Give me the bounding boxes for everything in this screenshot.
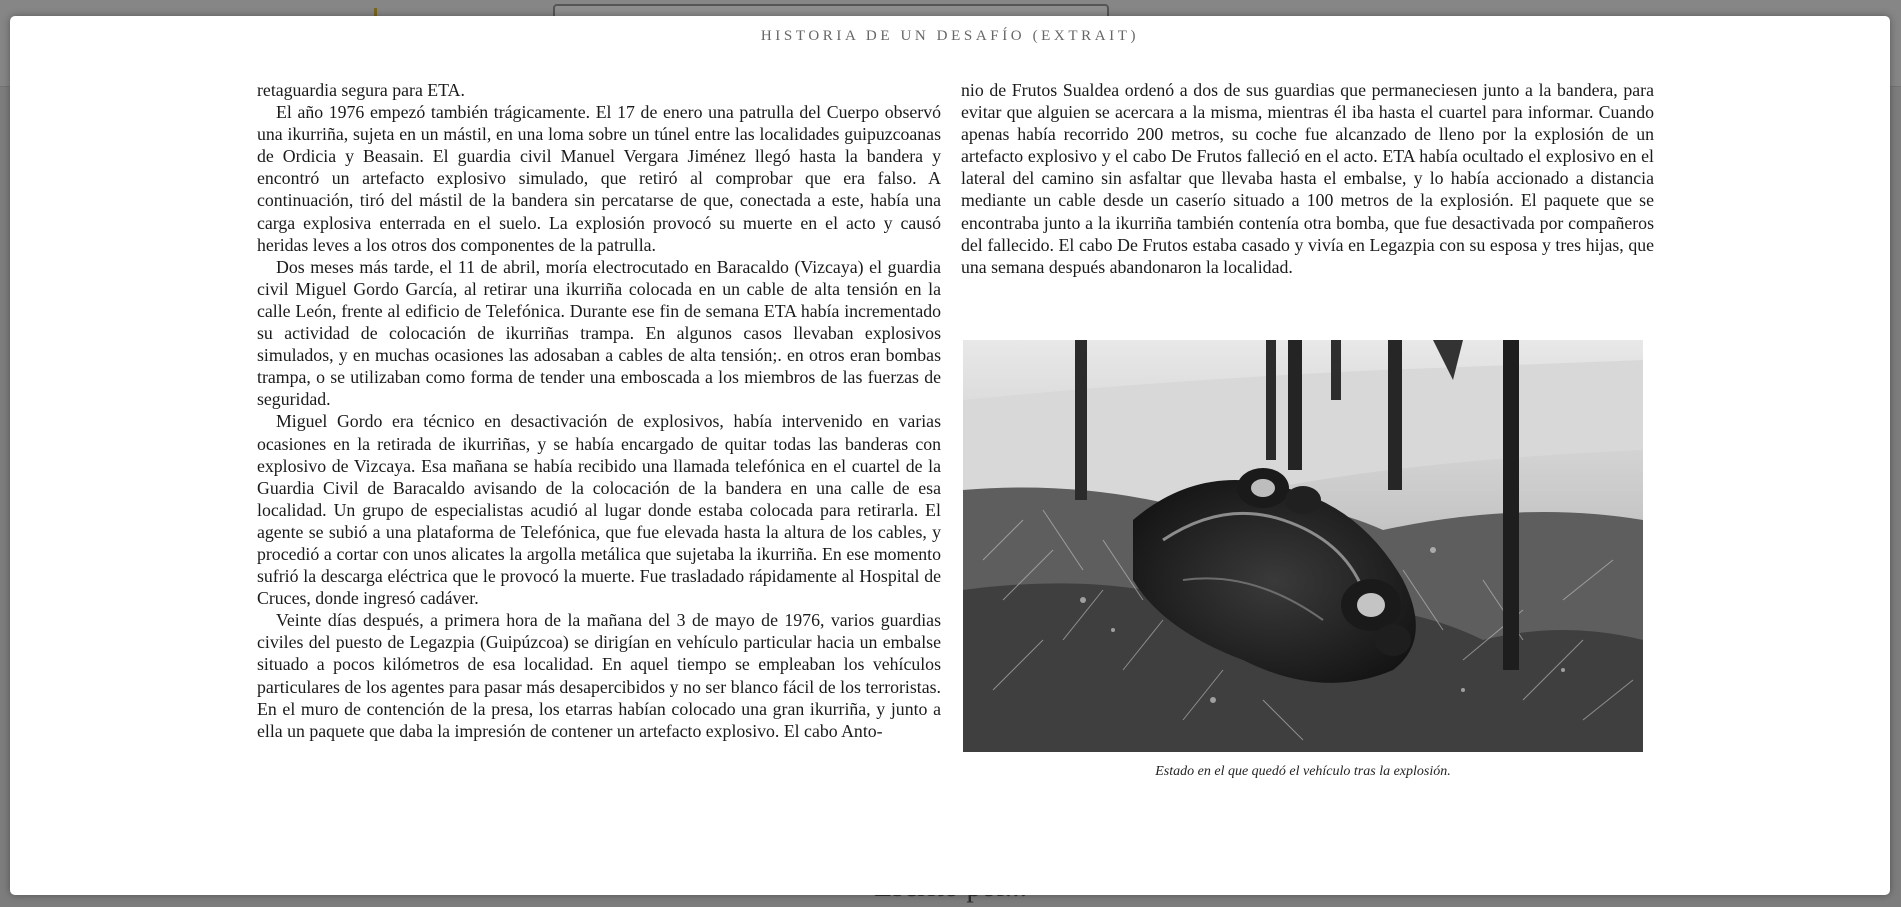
left-text-column [257, 79, 941, 742]
modal-title: HISTORIA DE UN DESAFÍO (EXTRAIT) [760, 28, 1140, 44]
paragraph: Veinte días después, a primera hora de la mañana del 3 de mayo de 1976, varios guardias civiles del puesto de Legazpia (Guipúzcoa) se dirigían en vehículo particular hacia un embalse situado a pocos kilómetros de esa localidad. En aquel tiempo se empleaban los vehículos particulares de los agentes para pasar más desapercibidos y no ser blanco fácil de los terroristas. En el muro de contención de la presa, los etarras habían colocado una gran ikurriña, y junto a ella un paquete que daba la impresión de contener un artefacto explosivo. El cabo Anto- [257, 610, 941, 741]
paragraph: retaguardia segura para ETA. [257, 80, 465, 100]
paragraph: Miguel Gordo era técnico en desactivación de explosivos, había intervenido en varias ocasiones en la retirada de ikurriñas, y se había encargado de quitar todas las banderas con explosivo de Vizcaya. Esa mañana se había recibido una llamada telefónica en el cuartel de la Guardia Civil de Baracaldo avisando de la colocación de la bandera en una calle de esa localidad. Un grupo de especialistas acudió al lugar donde estaba colocada para retirarla. El agente se subió a una plataforma de Telefónica, que fue elevada hasta la altura de los cables, y procedió a cortar con unos alicates la argolla metálica que sujetaba la ikurriña. En ese momento sufrió la descarga eléctrica que le provocó la muerte. Fue trasladado rápidamente al Hospital de Cruces, donde ingresó cadáver. [257, 411, 941, 609]
paragraph: nio de Frutos Sualdea ordenó a dos de sus guardias que permaneciesen junto a la bandera, para evitar que alguien se acercara a la misma, mientras él iba hasta el cuartel para informar. Cuando apenas había recorrido 200 metros, su coche fue alcanzado de lleno por la explosión de un artefacto explosivo y el cabo De Frutos falleció en el acto. ETA había ocultado el explosivo en el lateral del camino sin asfaltar que llevaba hasta el embalse, y lo había accionado a distancia mediante un cable desde un caserío situado a 100 metros de la explosión. El paquete que se encontraba junto a la ikurriña también contenía otra bomba, que fue desactivada por compañeros del fallecido. El cabo De Frutos estaba casado y vivía en Legazpia con su esposa y tres hijas, que una semana después abandonaron la localidad. [961, 80, 1654, 277]
paragraph: El año 1976 empezó también trágicamente. El 17 de enero una patrulla del Cuerpo observó una ikurriña, sujeta en un mástil, en una loma sobre un túnel entre las localidades guipuzcoanas de Ordicia y Beasain. El guardia civil Manuel Vergara Jiménez llegó hasta la bandera y encontró un artefacto explosivo simulado, que retiró al comprobar que era falso. A continuación, tiró del mástil de la bandera sin percatarse de que, conectada a este, había una carga explosiva enterrada en el suelo. La explosión provocó su muerte en el acto y causó heridas leves a los otros dos componentes de la patrulla. [257, 102, 941, 255]
right-text-column [961, 79, 1654, 278]
figure-caption: Estado en el que quedó el vehículo tras la explosión. [1155, 764, 1451, 779]
wrecked-car-photo [963, 340, 1643, 752]
excerpt-modal [10, 16, 1890, 895]
paragraph: Dos meses más tarde, el 11 de abril, moría electrocutado en Baracaldo (Vizcaya) el guardia civil Miguel Gordo García, al retirar una ikurriña colocada en un cable de alta tensión en la calle León, frente al edificio de Telefónica. Durante ese fin de semana ETA había incrementado su actividad de colocación de ikurriñas trampa. En algunos casos llevaban explosivos simulados, y en muchas ocasiones las adosaban a cables de alta tensión;. en otros eran bombas trampa, o se utilizaban como forma de tender una emboscada a los miembros de las fuerzas de seguridad. [257, 256, 941, 410]
